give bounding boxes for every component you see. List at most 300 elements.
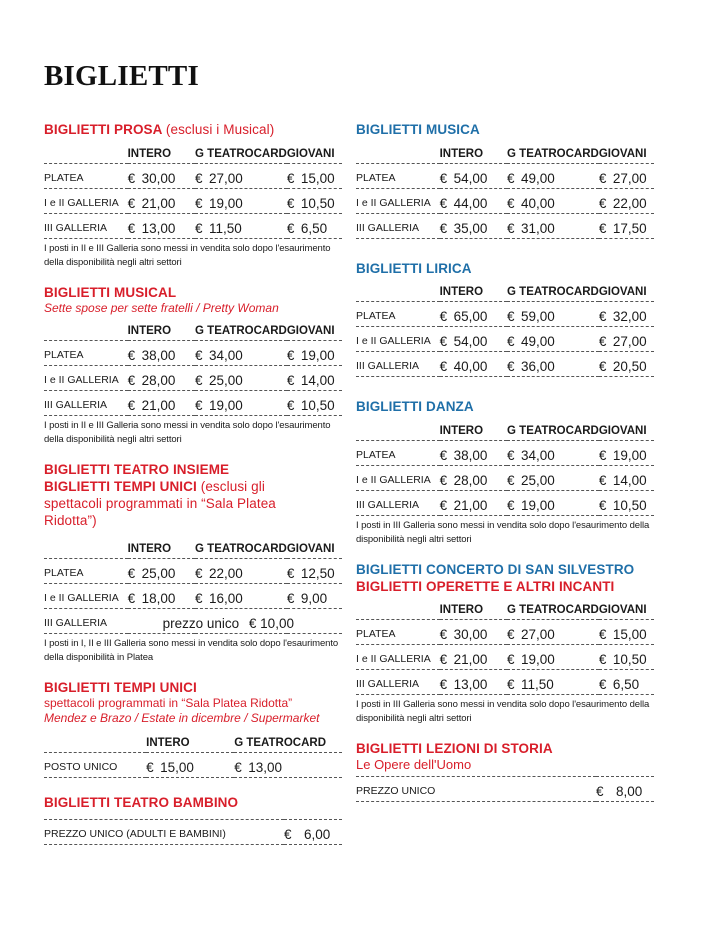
currency-symbol: €: [195, 373, 203, 388]
price-value: 21,00: [141, 398, 176, 413]
price-cell: [599, 188, 654, 213]
currency-symbol: €: [439, 497, 448, 513]
price-cell: [507, 352, 599, 377]
price-value: 14,00: [612, 472, 647, 488]
prosa-section: [44, 121, 342, 270]
col-header-giovani: GIOVANI: [599, 601, 654, 620]
price-cell: [440, 645, 507, 670]
currency-symbol: €: [234, 760, 242, 775]
currency-symbol: €: [127, 348, 136, 363]
col-header-intero: INTERO: [440, 601, 507, 620]
price-cell: [440, 440, 507, 465]
currency-symbol: €: [439, 359, 448, 374]
price-value: 13,00: [141, 220, 176, 236]
price-cell: [507, 670, 599, 695]
price-value: 19,00: [612, 447, 647, 463]
price-value: 8,00: [616, 784, 643, 799]
price-value: 6,50: [612, 677, 640, 692]
insieme-note: I posti in I, II e III Galleria sono messi in vendita solo dopo l'esaurimento della disponibilità in Platea: [44, 637, 339, 663]
storia-section: [356, 740, 654, 802]
price-cell: [440, 490, 507, 515]
price-value: 14,00: [300, 373, 335, 388]
currency-symbol: €: [507, 334, 515, 349]
row-label: III GALLERIA: [44, 608, 128, 633]
table-row: [44, 341, 342, 366]
row-label: PLATEA: [356, 620, 440, 645]
tempi-title: BIGLIETTI TEMPI UNICI: [44, 679, 197, 695]
price-value: 11,50: [209, 220, 242, 236]
currency-symbol: €: [248, 615, 257, 631]
currency-symbol: €: [439, 677, 448, 692]
price-cell: [507, 213, 599, 238]
price-value: 21,00: [141, 195, 176, 211]
row-label: PLATEA: [356, 163, 440, 188]
table-row: [44, 753, 342, 778]
col-header-intero: INTERO: [440, 144, 507, 163]
col-header-card: G TEATROCARD: [195, 144, 287, 163]
prosa-title: [44, 121, 342, 138]
price-cell: [507, 327, 599, 352]
price-value: 30,00: [141, 170, 176, 186]
col-header-card: G TEATROCARD: [507, 144, 599, 163]
price-value: 25,00: [141, 565, 176, 581]
concerto-title-line1: BIGLIETTI CONCERTO DI SAN SILVESTRO: [356, 561, 635, 577]
price-value: 15,00: [300, 170, 335, 186]
tempi-price-table: [44, 734, 342, 779]
table-row: [44, 163, 342, 188]
col-header-intero: INTERO: [440, 421, 507, 440]
table-row: [44, 820, 342, 845]
currency-symbol: €: [195, 398, 203, 413]
col-header-giovani: GIOVANI: [599, 421, 654, 440]
page-title: BIGLIETTI: [44, 60, 199, 92]
row-label: III GALLERIA: [44, 391, 128, 416]
table-row: [356, 777, 654, 802]
insieme-title-line2: [44, 478, 314, 529]
currency-symbol: €: [127, 220, 136, 236]
price-cell: [440, 327, 507, 352]
currency-symbol: €: [195, 348, 203, 363]
currency-symbol: €: [598, 359, 607, 374]
unique-price-text: prezzo unico: [162, 615, 240, 631]
concerto-price-table: [356, 601, 654, 696]
currency-symbol: €: [127, 195, 136, 211]
price-cell: [128, 163, 195, 188]
price-value: 16,00: [209, 590, 243, 606]
price-cell: [507, 302, 599, 327]
price-cell: [440, 188, 507, 213]
concerto-section: [356, 561, 654, 727]
price-cell: [128, 391, 195, 416]
col-header-empty: [356, 601, 440, 620]
currency-symbol: €: [195, 170, 203, 186]
currency-symbol: €: [286, 220, 295, 236]
price-value: 22,00: [209, 565, 243, 581]
col-header-giovani: GIOVANI: [287, 322, 342, 341]
col-header-giovani: GIOVANI: [287, 144, 342, 163]
col-header-card: G TEATROCARD: [234, 734, 342, 753]
col-header-empty: [44, 539, 128, 558]
musica-title: BIGLIETTI MUSICA: [356, 122, 480, 137]
price-value: 59,00: [521, 309, 555, 324]
currency-symbol: €: [286, 170, 295, 186]
price-value: 25,00: [209, 373, 243, 388]
insieme-title-extra: (esclusi gli spettacoli programmati in “Sala Platea Ridotta”): [44, 479, 276, 528]
tempi-subtitle: spettacoli programmati in “Sala Platea Ridotta”: [44, 695, 293, 710]
price-cell: [195, 213, 287, 238]
currency-symbol: €: [507, 652, 515, 667]
row-label: PLATEA: [44, 558, 128, 583]
musica-price-table: [356, 144, 654, 239]
price-cell: [599, 213, 654, 238]
price-value: 12,50: [300, 565, 335, 581]
price-value: 44,00: [453, 195, 488, 211]
table-row: [44, 391, 342, 416]
price-value: 38,00: [453, 447, 488, 463]
price-cell: [440, 670, 507, 695]
price-cell: [195, 341, 287, 366]
price-cell: [596, 777, 654, 802]
price-cell: [287, 213, 342, 238]
price-cell: [287, 366, 342, 391]
currency-symbol: €: [598, 309, 607, 324]
price-value: 10,50: [300, 398, 335, 413]
currency-symbol: €: [598, 472, 607, 488]
price-value: 54,00: [453, 170, 488, 186]
col-header-giovani: GIOVANI: [599, 144, 654, 163]
storia-subtitle: Le Opere dell'Uomo: [356, 757, 472, 772]
col-header-empty: [44, 734, 146, 753]
row-label: PLATEA: [356, 302, 440, 327]
price-value: 18,00: [141, 590, 176, 606]
price-value: 19,00: [300, 348, 335, 363]
col-header-giovani: GIOVANI: [287, 539, 342, 558]
currency-symbol: €: [507, 677, 515, 692]
price-cell: [599, 440, 654, 465]
price-cell: [599, 327, 654, 352]
price-value: 28,00: [453, 472, 488, 488]
price-cell: [507, 490, 599, 515]
row-label: I e II GALLERIA: [356, 465, 440, 490]
table-row: [44, 366, 342, 391]
price-cell: [440, 465, 507, 490]
price-value: 11,50: [521, 677, 554, 692]
currency-symbol: €: [598, 497, 607, 513]
storia-title: BIGLIETTI LEZIONI DI STORIA: [356, 741, 553, 756]
concerto-note: I posti in III Galleria sono messi in vendita solo dopo l'esaurimento della disponibilità negli altri settori: [356, 699, 650, 724]
price-value: 34,00: [521, 447, 555, 463]
price-cell: [128, 583, 195, 608]
price-cell: [507, 163, 599, 188]
col-header-intero: INTERO: [128, 539, 195, 558]
currency-symbol: €: [195, 220, 203, 236]
table-row: [356, 163, 654, 188]
concerto-title-line2: BIGLIETTI OPERETTE E ALTRI INCANTI: [356, 578, 615, 594]
price-cell: [599, 490, 654, 515]
price-value: 40,00: [521, 195, 555, 211]
currency-symbol: €: [146, 760, 154, 775]
price-cell: [440, 302, 507, 327]
currency-symbol: €: [507, 472, 515, 488]
price-cell: [599, 302, 654, 327]
price-cell: [440, 213, 507, 238]
danza-section: [356, 398, 654, 547]
currency-symbol: €: [195, 195, 203, 211]
price-value: 27,00: [521, 627, 555, 642]
price-value: 25,00: [521, 472, 555, 488]
currency-symbol: €: [439, 334, 448, 349]
col-header-card: G TEATROCARD: [195, 322, 287, 341]
table-row: [356, 620, 654, 645]
insieme-section: [44, 461, 342, 665]
row-label: POSTO UNICO: [44, 753, 146, 778]
unique-price-value: 10,00: [260, 615, 294, 631]
currency-symbol: €: [127, 373, 136, 388]
price-value: 34,00: [209, 348, 243, 363]
bambino-section: [44, 794, 342, 845]
price-cell: [440, 620, 507, 645]
table-row: [44, 188, 342, 213]
unique-price-cell: [128, 608, 342, 633]
price-value: 30,00: [453, 627, 488, 642]
table-row: [356, 670, 654, 695]
col-header-empty: [356, 283, 440, 302]
price-cell: [195, 558, 287, 583]
musical-subtitle: Sette spose per sette fratelli / Pretty Woman: [44, 300, 279, 315]
table-row: [44, 608, 342, 633]
row-label: III GALLERIA: [356, 213, 440, 238]
currency-symbol: €: [598, 627, 607, 642]
price-value: 19,00: [521, 497, 555, 513]
price-value: 6,50: [300, 220, 328, 236]
row-label: III GALLERIA: [44, 213, 128, 238]
row-label: I e II GALLERIA: [356, 188, 440, 213]
price-cell: [195, 188, 287, 213]
currency-symbol: €: [286, 398, 295, 413]
table-row: [356, 645, 654, 670]
musical-title: BIGLIETTI MUSICAL: [44, 284, 177, 300]
col-header-empty: [44, 322, 128, 341]
table-row: [356, 490, 654, 515]
row-label: III GALLERIA: [356, 670, 440, 695]
insieme-title-line2-text: BIGLIETTI TEMPI UNICI: [44, 479, 197, 494]
currency-symbol: €: [507, 497, 515, 513]
tempi-section: [44, 679, 342, 779]
currency-symbol: €: [127, 565, 136, 581]
price-value: 15,00: [160, 760, 194, 775]
price-value: 10,50: [612, 497, 647, 513]
lirica-section: [356, 260, 654, 378]
col-header-intero: INTERO: [128, 144, 195, 163]
tempi-subtitle2: Mendez e Brazo / Estate in dicembre / Supermarket: [44, 710, 320, 725]
price-value: 9,00: [300, 590, 328, 606]
price-cell: [128, 366, 195, 391]
row-label: I e II GALLERIA: [356, 327, 440, 352]
currency-symbol: €: [598, 220, 607, 236]
col-header-intero: INTERO: [128, 322, 195, 341]
price-value: 19,00: [209, 195, 243, 211]
price-value: 20,50: [612, 359, 647, 374]
storia-price-table: [356, 776, 654, 802]
price-cell: [195, 583, 287, 608]
price-cell: [195, 391, 287, 416]
price-value: 22,00: [612, 195, 647, 211]
price-cell: [599, 163, 654, 188]
row-label: PLATEA: [44, 341, 128, 366]
price-cell: [599, 620, 654, 645]
price-cell: [287, 188, 342, 213]
price-value: 49,00: [521, 334, 555, 349]
price-value: 13,00: [453, 677, 488, 692]
price-value: 21,00: [453, 652, 488, 667]
lirica-price-table: [356, 283, 654, 378]
currency-symbol: €: [127, 590, 136, 606]
price-value: 27,00: [209, 170, 243, 186]
currency-symbol: €: [439, 309, 448, 324]
price-cell: [128, 558, 195, 583]
lirica-title: BIGLIETTI LIRICA: [356, 260, 472, 276]
row-label: PLATEA: [44, 163, 128, 188]
price-value: 21,00: [453, 497, 488, 513]
price-cell: [287, 558, 342, 583]
price-value: 27,00: [612, 334, 647, 349]
currency-symbol: €: [598, 677, 607, 692]
currency-symbol: €: [507, 627, 515, 642]
currency-symbol: €: [507, 447, 515, 463]
price-cell: [287, 391, 342, 416]
prosa-title-text: BIGLIETTI PROSA: [44, 122, 163, 137]
col-header-empty: [356, 421, 440, 440]
table-row: [356, 440, 654, 465]
price-value: 19,00: [521, 652, 555, 667]
table-row: [44, 558, 342, 583]
price-value: 36,00: [521, 359, 555, 374]
price-value: 17,50: [612, 220, 647, 236]
currency-symbol: €: [286, 348, 295, 363]
musica-section: [356, 121, 654, 239]
col-header-empty: [44, 144, 128, 163]
table-row: [356, 188, 654, 213]
price-value: 15,00: [612, 627, 647, 642]
danza-price-table: [356, 421, 654, 516]
price-value: 13,00: [248, 760, 283, 775]
price-value: 28,00: [141, 373, 176, 388]
row-label: III GALLERIA: [356, 490, 440, 515]
col-header-intero: INTERO: [146, 734, 234, 753]
price-cell: [440, 163, 507, 188]
col-header-card: G TEATROCARD: [507, 283, 599, 302]
prosa-price-table: [44, 144, 342, 239]
col-header-card: G TEATROCARD: [507, 601, 599, 620]
musical-price-table: [44, 322, 342, 417]
price-value: 49,00: [521, 170, 555, 186]
currency-symbol: €: [286, 590, 295, 606]
currency-symbol: €: [439, 627, 448, 642]
table-row: [44, 583, 342, 608]
price-cell: [128, 213, 195, 238]
price-cell: [507, 440, 599, 465]
currency-symbol: €: [439, 472, 448, 488]
currency-symbol: €: [286, 565, 295, 581]
price-cell: [599, 670, 654, 695]
price-cell: [507, 620, 599, 645]
row-label: I e II GALLERIA: [44, 366, 128, 391]
insieme-title-line1: BIGLIETTI TEATRO INSIEME: [44, 462, 230, 477]
currency-symbol: €: [284, 827, 292, 842]
price-cell: [146, 753, 234, 778]
price-cell: [287, 583, 342, 608]
currency-symbol: €: [439, 220, 448, 236]
col-header-empty: [356, 144, 440, 163]
price-cell: [599, 645, 654, 670]
right-column: [356, 121, 654, 802]
table-row: [356, 465, 654, 490]
musical-note: I posti in II e III Galleria sono messi in vendita solo dopo l'esaurimento della disponibilità negli altri settori: [44, 420, 331, 445]
currency-symbol: €: [598, 447, 607, 463]
musical-section: [44, 284, 342, 448]
row-label: PREZZO UNICO (ADULTI E BAMBINI): [44, 820, 284, 845]
price-cell: [128, 341, 195, 366]
price-value: 38,00: [141, 348, 176, 363]
table-row: [356, 352, 654, 377]
price-cell: [128, 188, 195, 213]
row-label: I e II GALLERIA: [44, 583, 128, 608]
price-cell: [195, 366, 287, 391]
price-cell: [507, 188, 599, 213]
price-cell: [287, 341, 342, 366]
currency-symbol: €: [598, 170, 607, 186]
currency-symbol: €: [286, 373, 295, 388]
currency-symbol: €: [598, 652, 607, 667]
table-row: [356, 213, 654, 238]
col-header-intero: INTERO: [440, 283, 507, 302]
currency-symbol: €: [507, 170, 515, 186]
currency-symbol: €: [439, 447, 448, 463]
price-value: 65,00: [453, 309, 488, 324]
price-cell: [599, 352, 654, 377]
price-value: 32,00: [612, 309, 647, 324]
table-row: [356, 302, 654, 327]
currency-symbol: €: [195, 565, 203, 581]
price-cell: [234, 753, 342, 778]
price-cell: [599, 465, 654, 490]
currency-symbol: €: [195, 590, 203, 606]
row-label: PREZZO UNICO: [356, 777, 596, 802]
price-value: 40,00: [453, 359, 488, 374]
row-label: I e II GALLERIA: [356, 645, 440, 670]
col-header-card: G TEATROCARD: [195, 539, 287, 558]
row-label: III GALLERIA: [356, 352, 440, 377]
currency-symbol: €: [127, 170, 136, 186]
price-cell: [284, 820, 342, 845]
price-cell: [507, 645, 599, 670]
row-label: I e II GALLERIA: [44, 188, 128, 213]
currency-symbol: €: [598, 334, 607, 349]
row-label: PLATEA: [356, 440, 440, 465]
currency-symbol: €: [127, 398, 136, 413]
price-cell: [195, 163, 287, 188]
table-row: [356, 327, 654, 352]
currency-symbol: €: [507, 220, 515, 236]
price-value: 19,00: [209, 398, 243, 413]
price-value: 54,00: [453, 334, 488, 349]
currency-symbol: €: [507, 195, 515, 211]
price-value: 10,50: [612, 652, 647, 667]
price-value: 31,00: [521, 220, 555, 236]
prosa-title-extra: (esclusi i Musical): [165, 122, 275, 137]
table-row: [44, 213, 342, 238]
currency-symbol: €: [439, 170, 448, 186]
